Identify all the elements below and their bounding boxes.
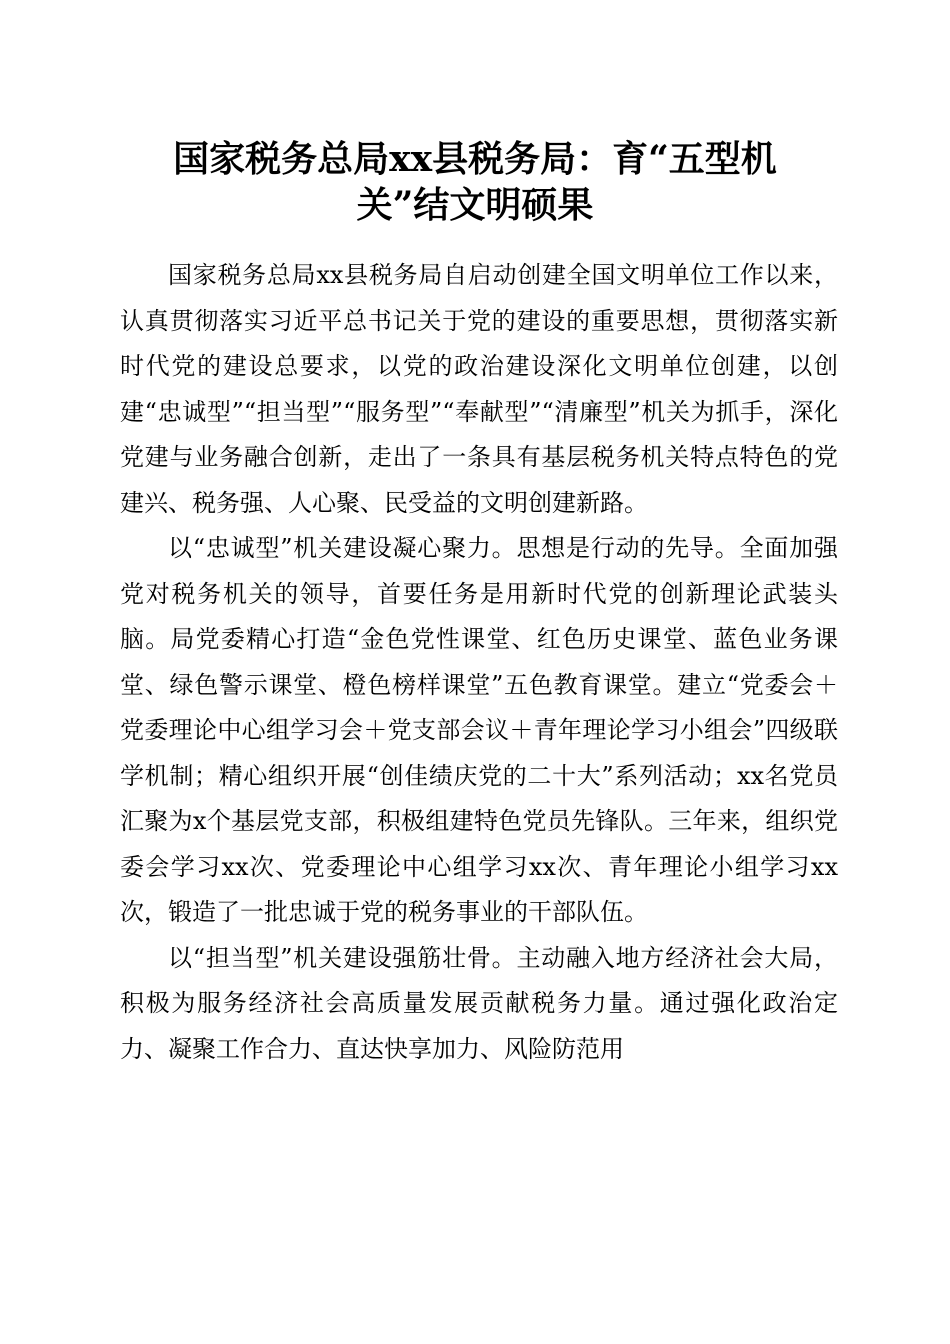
paragraph-loyal-organ: 以“忠诚型”机关建设凝心聚力。思想是行动的先导。全面加强党对税务机关的领导，首要任务是用新时代党的创新理论武装头脑。局党委精心打造“金色党性课堂、红色历史课堂、蓝色业务课堂、绿色警示课堂、橙色榜样课堂”五色教育课堂。建立“党委会＋党委理论中心组学习会＋党支部会议＋青年理论学习小组会”四级联学机制；精心组织开展“创佳绩庆党的二十大”系列活动；xx名党员汇聚为x个基层党支部，积极组建特色党员先锋队。三年来，组织党委会学习xx次、党委理论中心组学习xx次、青年理论小组学习xx次，锻造了一批忠诚于党的税务事业的干部队伍。 — [120, 534, 838, 926]
title-line-2: 关”结文明硕果 — [356, 184, 594, 226]
paragraph-responsible-organ: 以“担当型”机关建设强筋壮骨。主动融入地方经济社会大局，积极为服务经济社会高质量发展贡献税务力量。通过强化政治定力、凝聚工作合力、直达快享加力、风险防范用 — [120, 943, 838, 1063]
paragraph-intro: 国家税务总局xx县税务局自启动创建全国文明单位工作以来，认真贯彻落实习近平总书记关于党的建设的重要思想，贯彻落实新时代党的建设总要求，以党的政治建设深化文明单位创建，以创建“忠诚型”“担当型”“服务型”“奉献型”“清廉型”机关为抓手，深化党建与业务融合创新，走出了一条具有基层税务机关特点特色的党建兴、税务强、人心聚、民受益的文明创建新路。 — [120, 261, 838, 517]
document-body — [120, 253, 838, 1072]
title-line-1: 国家税务总局xx县税务局：育“五型机 — [173, 138, 777, 180]
document-title — [120, 136, 830, 228]
